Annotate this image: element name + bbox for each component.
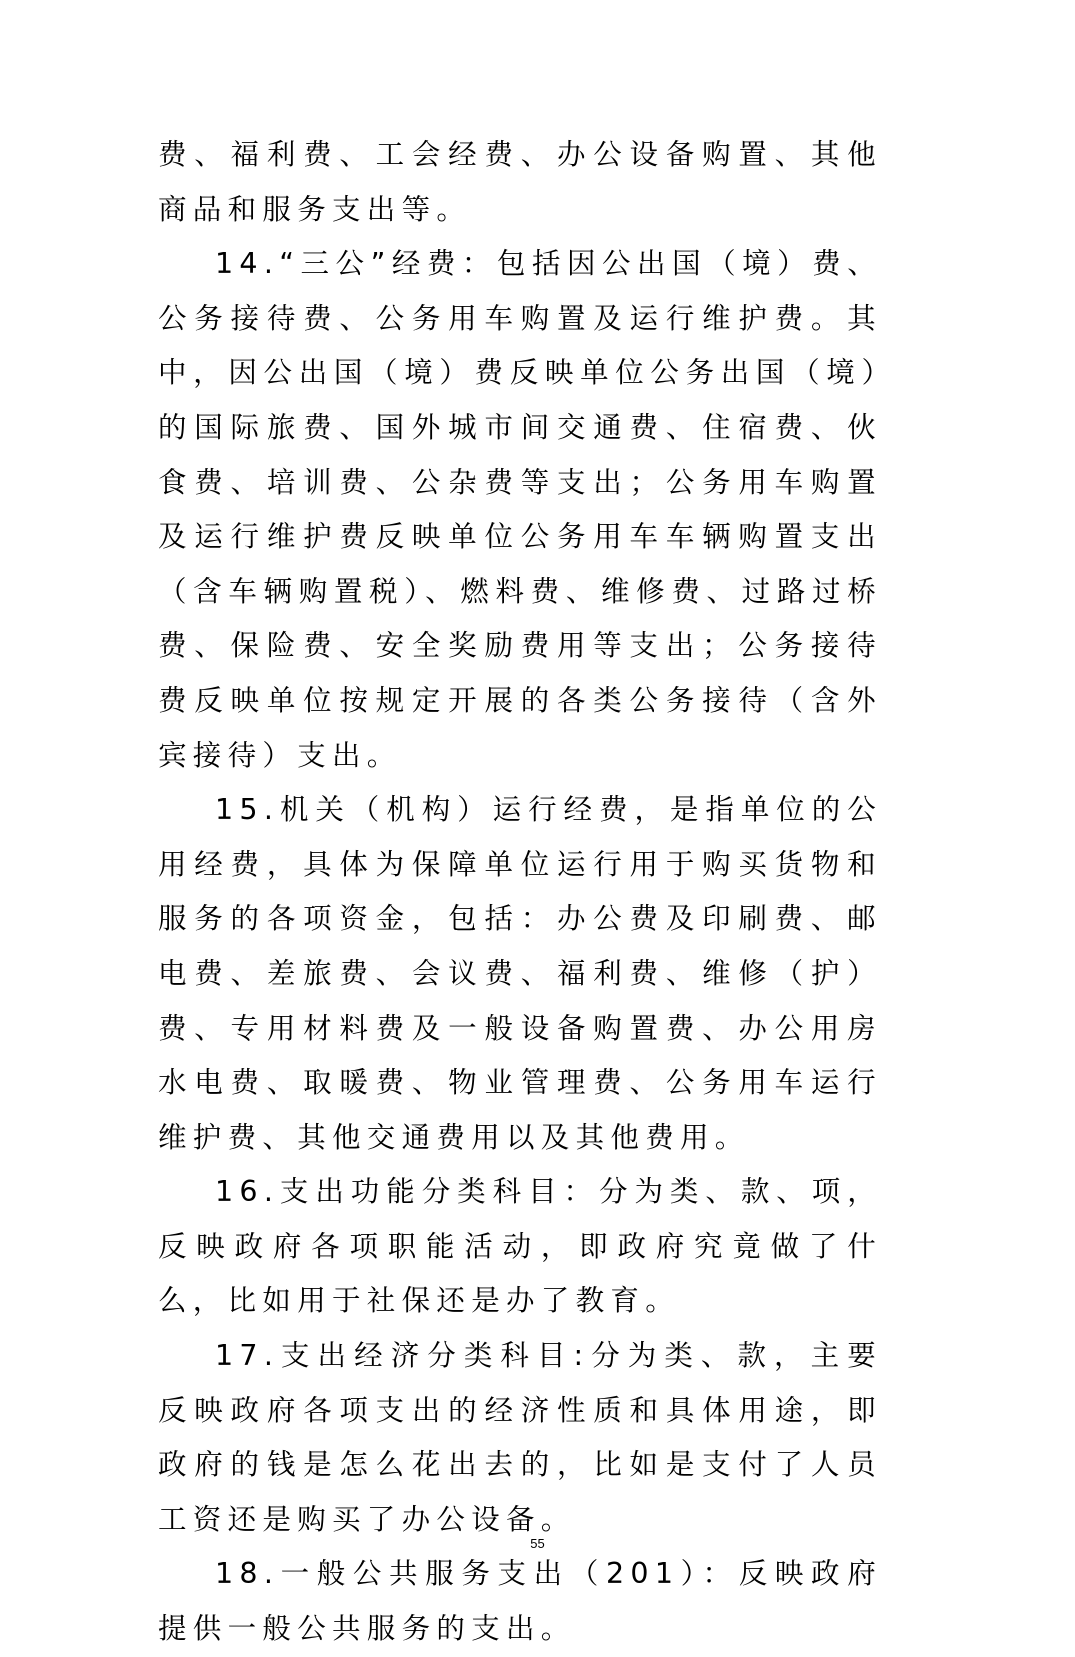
paragraph-17-economic-classification: 17.支出经济分类科目:分为类、款，主要反映政府各项支出的经济性质和具体用途，即政府的钱是怎么花出去的，比如是支付了人员工资还是购买了办公设备。: [158, 1339, 882, 1536]
paragraph-16-functional-classification: 16.支出功能分类科目：分为类、款、项，反映政府各项职能活动，即政府究竟做了什么，比如用于社保还是办了教育。: [158, 1175, 882, 1318]
paragraph-14-three-public-expenses: 14.“三公”经费：包括因公出国（境）费、公务接待费、公务用车购置及运行维护费。其中，因公出国（境）费反映单位公务出国（境）的国际旅费、国外城市间交通费、住宿费、伙食费、培训费、公杂费等支出；公务用车购置及运行维护费反映单位公务用车车辆购置支出（含车辆购置税）、燃料费、维修费、过路过桥费、保险费、安全奖励费用等支出；公务接待费反映单位按规定开展的各类公务接待（含外宾接待）支出。: [158, 247, 882, 772]
page-number: 55: [530, 1536, 545, 1551]
document-body: [158, 128, 882, 1657]
paragraph-18-general-public-services: 18.一般公共服务支出（201）：反映政府提供一般公共服务的支出。: [158, 1557, 882, 1646]
paragraph-15-operating-expenses: 15.机关（机构）运行经费，是指单位的公用经费，具体为保障单位运行用于购买货物和服务的各项资金，包括：办公费及印刷费、邮电费、差旅费、会议费、福利费、维修（护）费、专用材料费及一般设备购置费、办公用房水电费、取暖费、物业管理费、公务用车运行维护费、其他交通费用以及其他费用。: [158, 793, 882, 1154]
paragraph-continuation: 费、福利费、工会经费、办公设备购置、其他商品和服务支出等。: [158, 138, 882, 226]
